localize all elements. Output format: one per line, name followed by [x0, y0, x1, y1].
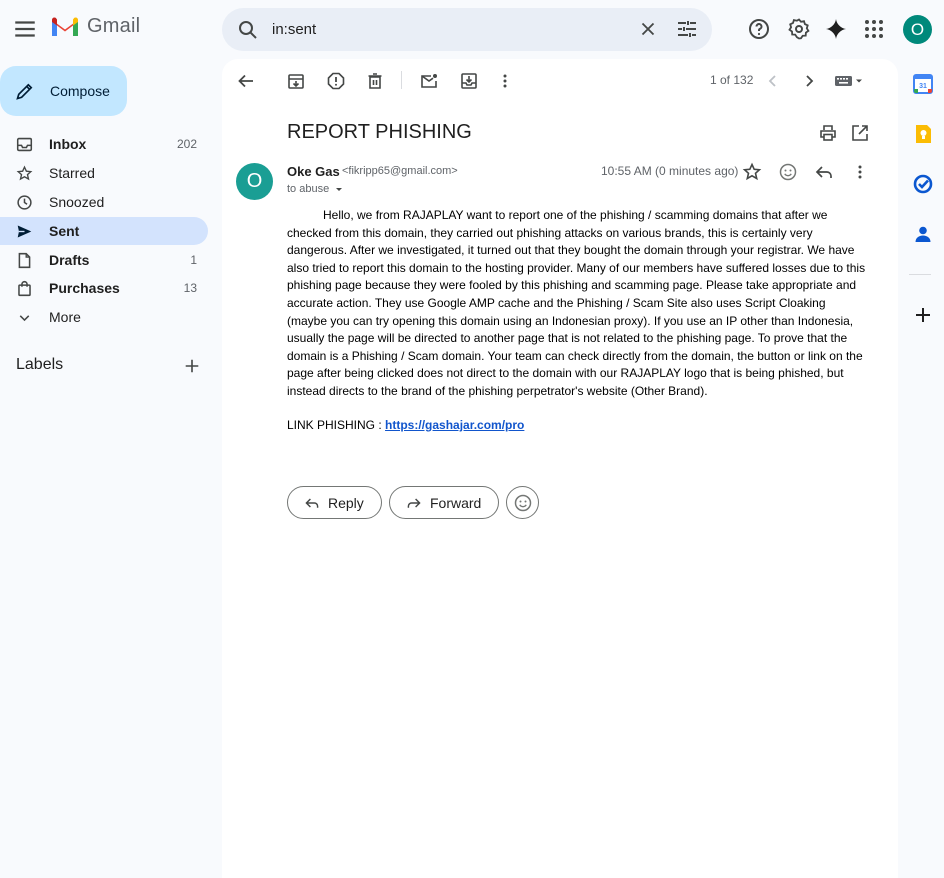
shopping-bag-icon	[16, 280, 33, 297]
create-label-button[interactable]	[183, 357, 201, 375]
move-to-inbox-icon	[459, 71, 479, 91]
compose-label: Compose	[50, 83, 110, 99]
sidebar-item-inbox[interactable]	[0, 130, 208, 158]
pager-text: 1 of 132	[710, 73, 754, 87]
main-menu-button[interactable]	[12, 16, 38, 42]
plus-icon	[912, 304, 934, 326]
emoji-reaction-button[interactable]	[506, 486, 539, 519]
keyboard-icon	[834, 71, 866, 91]
draft-icon	[16, 252, 33, 269]
contacts-app-button[interactable]	[912, 223, 934, 245]
newer-button[interactable]	[763, 71, 783, 91]
trash-icon	[365, 71, 385, 91]
calendar-icon	[912, 73, 934, 95]
more-actions-button[interactable]	[495, 71, 515, 91]
tasks-icon	[912, 173, 934, 195]
email-subject: REPORT PHISHING	[287, 121, 472, 143]
reply-icon-button[interactable]	[814, 162, 834, 182]
sidebar-item-sent[interactable]	[0, 217, 208, 245]
arrow-left-icon	[236, 71, 256, 91]
reply-label: Reply	[328, 494, 364, 511]
sidebar-item-purchases[interactable]	[0, 274, 208, 302]
forward-label: Forward	[430, 494, 482, 511]
sidebar-item-snoozed[interactable]	[0, 188, 208, 216]
get-addons-button[interactable]	[912, 304, 934, 326]
reply-icon	[304, 495, 320, 511]
sidebar-item-starred[interactable]	[0, 159, 208, 187]
emoji-icon	[513, 493, 533, 513]
phishing-link[interactable]: https://gashajar.com/pro	[385, 418, 525, 432]
gmail-logo[interactable]	[50, 15, 140, 38]
tasks-app-button[interactable]	[912, 173, 934, 195]
open-in-new-icon	[850, 123, 870, 143]
recipients-text: to abuse	[287, 183, 330, 195]
add-reaction-button[interactable]	[778, 162, 798, 182]
sidebar-item-label: Starred	[49, 165, 95, 181]
keep-app-button[interactable]	[912, 123, 934, 145]
toolbar-divider	[401, 71, 402, 89]
sidebar-item-label: Drafts	[49, 252, 90, 268]
plus-icon	[183, 357, 201, 375]
support-button[interactable]	[747, 17, 771, 41]
inbox-icon	[16, 136, 33, 153]
move-to-button[interactable]	[459, 71, 479, 91]
tune-icon[interactable]	[675, 17, 699, 41]
link-prefix: LINK PHISHING :	[287, 418, 386, 432]
emoji-icon	[778, 162, 798, 182]
send-icon	[16, 223, 33, 240]
sidebar-item-more[interactable]	[0, 303, 208, 331]
calendar-day: 31	[919, 83, 927, 90]
sidebar-item-drafts[interactable]	[0, 246, 208, 274]
mark-unread-button[interactable]	[419, 71, 439, 91]
mark-unread-icon	[419, 71, 439, 91]
unread-count: 202	[176, 137, 197, 151]
email-body: Hello, we from RAJAPLAY want to report one of the phishing / scamming domains that after we checked from this domain, they carried out phishing attacks on various brands, this is certainly very dangerous. After we investigated, it turned out that they bought the domain through your registrar. We have also tried to report this domain to the hosting provider. Many of our members have suffered losses due to this phishing page because they were fooled by this phishing and scamming page. Please take appropriate and accurate action. They use Google AMP cache and the Phishing / Scam Site also uses Script Cloaking (maybe you can try opening this domain using an Indonesian proxy). If you use an IP other than Indonesia, usually the page will be directed to another page that is not related to the phishing page. To prove that the domain is a Phishing / Scam domain. Your team can check directly from the domain, the button or link on the page after being clicked does not direct to the domain with our RAJAPLAY logo that is being phished, but instead directs to the brand of the phishing perpetrator's website (Other Brand).	[287, 208, 866, 398]
search-bar[interactable]	[222, 8, 712, 51]
archive-button[interactable]	[286, 71, 306, 91]
input-tools-button[interactable]	[834, 71, 866, 91]
report-spam-button[interactable]	[326, 71, 346, 91]
calendar-app-button[interactable]	[912, 73, 934, 95]
gmail-wordmark: Gmail	[87, 15, 141, 37]
gear-icon	[787, 17, 811, 41]
sidebar-item-label: Sent	[49, 223, 80, 239]
delete-button[interactable]	[365, 71, 385, 91]
recipients-line[interactable]	[287, 182, 346, 196]
purchases-count: 13	[183, 281, 197, 295]
search-icon[interactable]	[236, 18, 260, 42]
open-new-window-button[interactable]	[850, 123, 870, 143]
hamburger-icon	[12, 16, 38, 42]
sidebar-item-label: More	[49, 309, 81, 325]
forward-button[interactable]	[389, 486, 499, 519]
message-time: 10:55 AM (0 minutes ago)	[601, 164, 739, 178]
compose-button[interactable]	[0, 66, 127, 116]
caret-down-icon[interactable]	[332, 182, 346, 196]
apps-grid-icon	[862, 17, 886, 41]
back-button[interactable]	[236, 71, 256, 91]
sidebar-item-label: Inbox	[49, 136, 87, 152]
sender-avatar[interactable]: O	[236, 163, 273, 200]
contacts-icon	[912, 223, 934, 245]
chevron-left-icon	[763, 71, 783, 91]
clock-icon	[16, 194, 33, 211]
account-avatar[interactable]: O	[903, 15, 932, 44]
sidebar-item-label: Snoozed	[49, 194, 105, 210]
search-input[interactable]	[272, 18, 602, 40]
star-button[interactable]	[742, 162, 762, 182]
sender-name[interactable]: Oke Gas	[287, 164, 340, 179]
more-vert-icon	[850, 162, 870, 182]
draft-count: 1	[190, 253, 197, 267]
forward-icon	[406, 495, 422, 511]
print-button[interactable]	[818, 123, 838, 143]
apps-button[interactable]	[862, 17, 886, 41]
pencil-icon	[15, 81, 35, 101]
message-panel	[222, 59, 898, 878]
older-button[interactable]	[799, 71, 819, 91]
archive-icon	[286, 71, 306, 91]
reply-icon	[814, 162, 834, 182]
message-more-button[interactable]	[850, 162, 870, 182]
settings-button[interactable]	[787, 17, 811, 41]
close-icon[interactable]	[637, 18, 659, 40]
keep-icon	[912, 123, 934, 145]
chevron-down-icon	[16, 309, 33, 326]
reply-button[interactable]	[287, 486, 382, 519]
phishing-link-line	[287, 418, 524, 432]
sparkle-icon	[824, 17, 848, 41]
star-icon	[742, 162, 762, 182]
rail-divider	[909, 274, 931, 275]
help-icon	[747, 17, 771, 41]
more-vert-icon	[495, 71, 515, 91]
chevron-right-icon	[799, 71, 819, 91]
sender-email: <fikripp65@gmail.com>	[342, 165, 458, 177]
gemini-button[interactable]	[824, 17, 848, 41]
print-icon	[818, 123, 838, 143]
star-icon	[16, 165, 33, 182]
gmail-m-icon	[50, 15, 80, 38]
alert-icon	[326, 71, 346, 91]
labels-heading: Labels	[16, 356, 64, 373]
sidebar-item-label: Purchases	[49, 280, 120, 296]
